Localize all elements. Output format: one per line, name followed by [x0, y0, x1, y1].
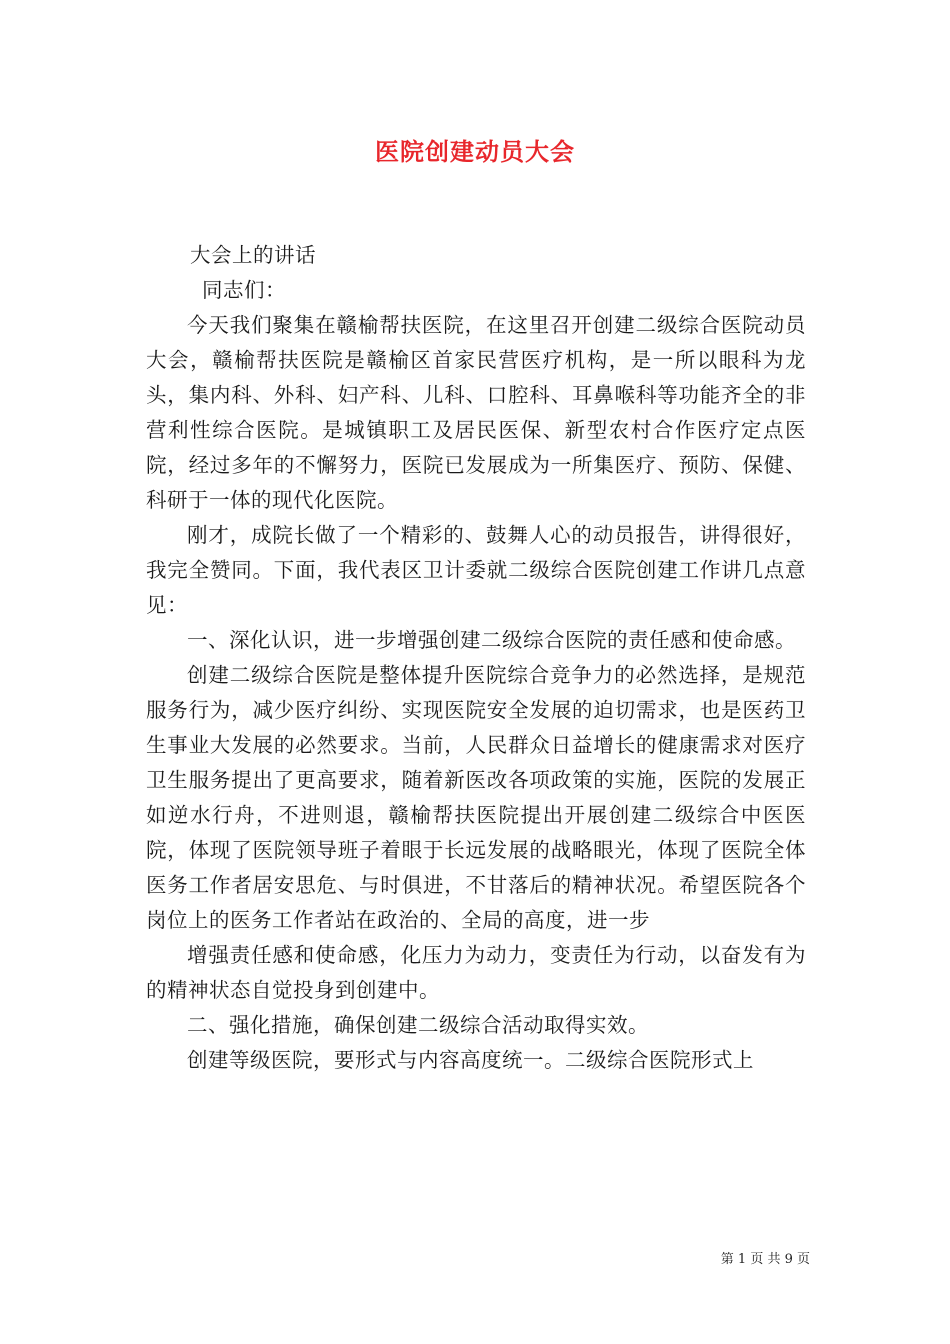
- section-heading-1: 一、深化认识，进一步增强创建二级综合医院的责任感和使命感。: [187, 628, 796, 652]
- paragraph-section-1-body: 创建二级综合医院是整体提升医院综合竞争力的必然选择，是规范服务行为，减少医疗纠纷、实现医院安全发展的迫切需求，也是医药卫生事业大发展的必然要求。当前，人民群众日益增长的健康需求对医疗卫生服务提出了更高要求，随着新医改各项政策的实施，医院的发展正如逆水行舟，不进则退，赣榆帮扶医院提出开展创建二级综合中医医院，体现了医院领导班子着眼于长远发展的战略眼光，体现了医院全体医务工作者居安思危、与时俱进，不甘落后的精神状况。希望医院各个岗位上的医务工作者站在政治的、全局的高度，进一步: [146, 663, 806, 932]
- paragraph-section-2-body: 创建等级医院，要形式与内容高度统一。二级综合医院形式上: [187, 1048, 754, 1072]
- section-heading-2: 二、强化措施，确保创建二级综合活动取得实效。: [187, 1013, 649, 1037]
- document-body: [146, 238, 806, 1078]
- paragraph-intro: 今天我们聚集在赣榆帮扶医院，在这里召开创建二级综合医院动员大会，赣榆帮扶医院是赣榆区首家民营医疗机构，是一所以眼科为龙头，集内科、外科、妇产科、儿科、口腔科、耳鼻喉科等功能齐全的非营利性综合医院。是城镇职工及居民医保、新型农村合作医疗定点医院，经过多年的不懈努力，医院已发展成为一所集医疗、预防、保健、科研于一体的现代化医院。: [146, 313, 806, 512]
- document-title: 医院创建动员大会: [375, 137, 575, 166]
- paragraph-section-1-continuation: 增强责任感和使命感，化压力为动力，变责任为行动，以奋发有为的精神状态自觉投身到创建中。: [146, 943, 806, 1002]
- page-number: 第 1 页 共 9 页: [720, 1252, 810, 1267]
- paragraph-response: 刚才，成院长做了一个精彩的、鼓舞人心的动员报告，讲得很好，我完全赞同。下面，我代表区卫计委就二级综合医院创建工作讲几点意见：: [146, 523, 806, 617]
- document-subtitle: 大会上的讲话: [190, 243, 316, 267]
- greeting: 同志们：: [202, 278, 286, 302]
